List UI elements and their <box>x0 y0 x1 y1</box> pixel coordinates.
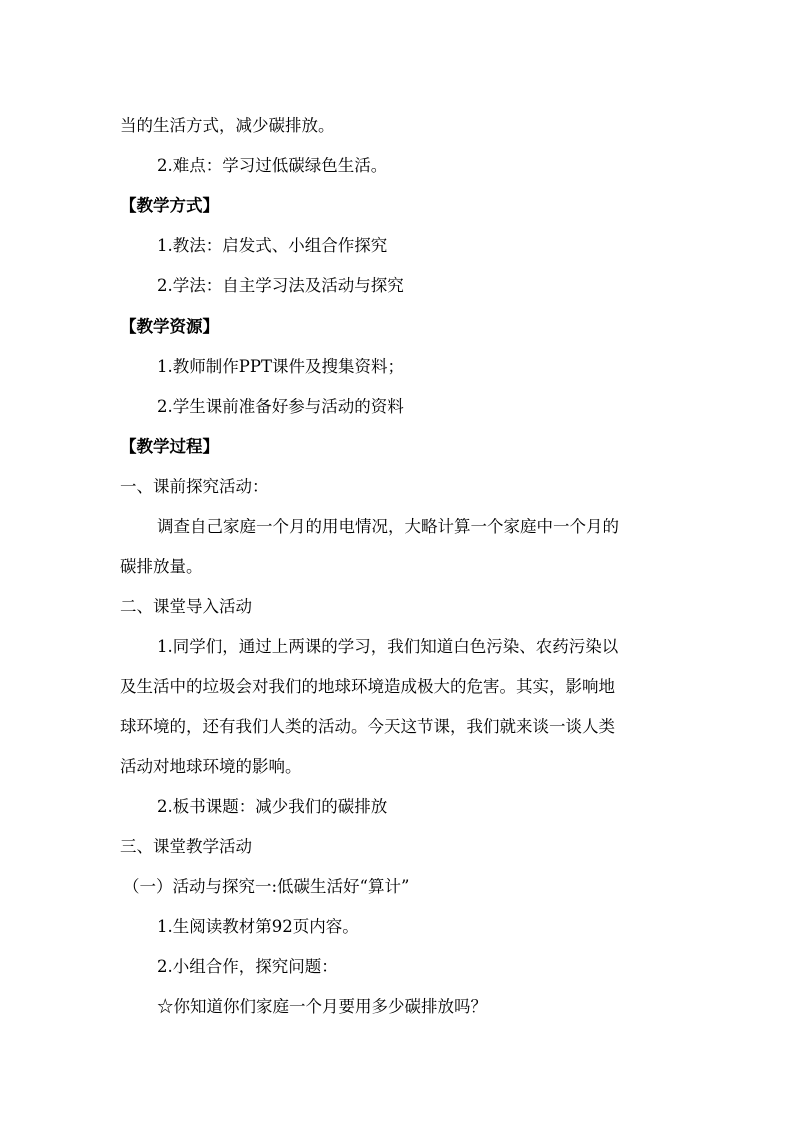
heading-teaching-methods: 【教学方式】 <box>120 196 219 215</box>
text-line-reading: 1.生阅读教材第92页内容。 <box>157 917 359 936</box>
section-heading-intro: 二、课堂导入活动 <box>120 597 252 616</box>
heading-teaching-process: 【教学过程】 <box>120 437 219 456</box>
text-line-intro-3: 球环境的，还有我们人类的活动。今天这节课，我们就来谈一谈人类 <box>120 717 615 736</box>
text-line-survey-cont: 碳排放量。 <box>120 557 203 576</box>
text-line-intro-4: 活动对地球环境的影响。 <box>120 757 302 776</box>
heading-teaching-resources: 【教学资源】 <box>120 317 219 336</box>
text-line-question: ☆你知道你们家庭一个月要用多少碳排放吗？ <box>157 997 487 1016</box>
text-line-intro-1: 1.同学们，通过上两课的学习，我们知道白色污染、农药污染以 <box>157 637 619 656</box>
text-line-group-work: 2.小组合作，探究问题： <box>157 957 338 976</box>
text-line-teaching-method: 1.教法：启发式、小组合作探究 <box>157 236 388 255</box>
text-line-difficulty: 2.难点：学习过低碳绿色生活。 <box>157 156 388 175</box>
text-line-student-resource: 2.学生课前准备好参与活动的资料 <box>157 397 404 416</box>
section-heading-pre-class: 一、课前探究活动： <box>120 477 269 496</box>
text-line-learning-method: 2.学法：自主学习法及活动与探究 <box>157 276 404 295</box>
text-line-board-title: 2.板书课题：减少我们的碳排放 <box>157 797 388 816</box>
subsection-heading-activity-1: （一）活动与探究一:低碳生活好“算计” <box>123 877 410 896</box>
text-line-continuation: 当的生活方式，减少碳排放。 <box>120 116 335 135</box>
text-line-teacher-resource: 1.教师制作PPT课件及搜集资料； <box>157 357 404 376</box>
text-line-survey: 调查自己家庭一个月的用电情况，大略计算一个家庭中一个月的 <box>157 517 619 536</box>
section-heading-classroom: 三、课堂教学活动 <box>120 837 252 856</box>
text-line-intro-2: 及生活中的垃圾会对我们的地球环境造成极大的危害。其实，影响地 <box>120 677 615 696</box>
